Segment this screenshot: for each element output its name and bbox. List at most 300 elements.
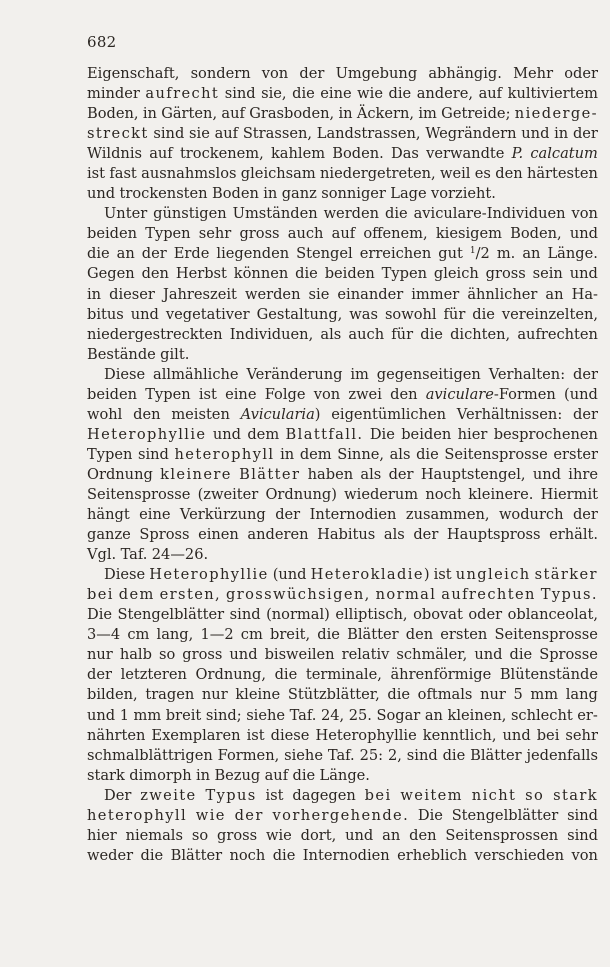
- word: der: [573, 365, 598, 383]
- word: normal: [375, 586, 437, 604]
- word: immer: [411, 285, 460, 303]
- text-line: [87, 104, 598, 124]
- word: Typen: [381, 265, 427, 283]
- word: andere,: [416, 85, 474, 103]
- word: nicht: [471, 786, 517, 804]
- word: Wegrändern: [425, 125, 517, 143]
- word: eine: [320, 85, 352, 103]
- text-line: [87, 766, 598, 786]
- word: 1/2: [469, 245, 490, 263]
- word: die: [416, 445, 439, 463]
- word: Jahreszeit: [162, 285, 237, 303]
- word: Ordnung,: [195, 666, 266, 684]
- word: günstigen: [153, 205, 227, 223]
- word: sind: [229, 606, 261, 624]
- word: Vgl.: [87, 546, 117, 564]
- word: ist: [433, 566, 452, 584]
- word: ist: [265, 786, 284, 804]
- text-line: [87, 706, 598, 726]
- word: sie: [189, 125, 210, 143]
- word: den: [495, 165, 523, 183]
- word: Länge.: [547, 245, 598, 263]
- word: hängt: [87, 506, 130, 524]
- word: Unter: [104, 205, 148, 223]
- word: bei: [87, 586, 114, 604]
- word: heterophyll: [174, 445, 275, 463]
- word: breit,: [269, 626, 311, 644]
- word: Avicularia): [240, 405, 321, 423]
- word: gleichsam: [240, 165, 316, 183]
- word: wiederum: [344, 485, 419, 503]
- word: zusammen,: [405, 506, 490, 524]
- word: Die: [417, 806, 443, 824]
- word: aufrechten: [441, 586, 536, 604]
- word: siehe: [284, 746, 323, 764]
- word: Bezug: [214, 766, 261, 784]
- word: kleinere.: [468, 485, 534, 503]
- word: Diese: [104, 365, 146, 383]
- text-line: [87, 665, 598, 685]
- word: in: [280, 445, 295, 463]
- word: haben: [307, 465, 354, 483]
- word: als: [360, 465, 382, 483]
- word: erster: [553, 445, 598, 463]
- word: stark: [87, 766, 125, 784]
- word: den: [409, 826, 437, 844]
- word: mm: [530, 686, 559, 704]
- word: erheblich: [397, 846, 468, 864]
- word: und: [569, 225, 598, 243]
- word: weder: [87, 846, 134, 864]
- word: so: [158, 646, 176, 664]
- text-line: [87, 385, 598, 405]
- text-line: [87, 84, 598, 104]
- word: so: [191, 826, 209, 844]
- word: terminale,: [305, 666, 382, 684]
- word: auf: [221, 105, 245, 123]
- word: härtesten: [526, 165, 598, 183]
- word: oftmals: [417, 686, 473, 704]
- word: vereinzelten,: [501, 305, 598, 323]
- word: und: [87, 706, 116, 724]
- word: Der: [104, 786, 132, 804]
- word: Typen: [145, 225, 191, 243]
- word: liegenden: [216, 245, 290, 263]
- word: vegetativer: [165, 305, 250, 323]
- word: Bestände: [87, 345, 156, 363]
- word: dem: [118, 586, 155, 604]
- word: Umständen: [232, 205, 318, 223]
- word: Boden,: [87, 105, 139, 123]
- word: beiden: [87, 385, 138, 403]
- word: Ordnung: [87, 465, 153, 483]
- text-line: [87, 345, 598, 365]
- word: der: [572, 506, 598, 524]
- word: bilden,: [87, 686, 138, 704]
- word: sowohl: [384, 305, 437, 323]
- word: von: [313, 385, 341, 403]
- word: an: [382, 826, 401, 844]
- word: relativ: [341, 646, 390, 664]
- word: Äckern,: [356, 105, 415, 123]
- word: Stengelblätter: [117, 606, 225, 624]
- word: lang: [565, 686, 598, 704]
- word: streckt: [87, 125, 149, 143]
- word: Boden: [211, 185, 259, 203]
- word: sind: [224, 85, 256, 103]
- word: Heterophyllie: [315, 726, 417, 744]
- word: fast: [109, 165, 137, 183]
- word: der: [234, 806, 264, 824]
- text-line: [87, 565, 598, 585]
- text-line: [87, 846, 598, 866]
- body-text: [87, 64, 598, 866]
- text-line: [87, 605, 598, 625]
- word: dimorph: [129, 766, 192, 784]
- word: in: [554, 125, 569, 143]
- word: breit: [165, 706, 202, 724]
- word: Seitensprosse: [494, 626, 598, 644]
- word: ist: [87, 165, 106, 183]
- word: 2,: [387, 746, 402, 764]
- word: gross: [485, 265, 526, 283]
- word: vorhergehende.: [272, 806, 410, 824]
- word: Eigenschaft,: [87, 65, 180, 82]
- word: dagegen: [292, 786, 356, 804]
- word: lang,: [156, 626, 194, 644]
- word: dieser: [109, 285, 155, 303]
- word: bei: [536, 726, 560, 744]
- text-line: [87, 325, 598, 345]
- word: (und: [564, 385, 598, 403]
- word: die: [87, 245, 110, 263]
- word: an: [424, 706, 443, 724]
- word: von: [571, 205, 598, 223]
- word: niedergetreten,: [320, 165, 436, 183]
- word: es: [474, 165, 491, 183]
- word: wie: [357, 85, 383, 103]
- word: der: [299, 65, 325, 82]
- word: sind: [137, 445, 169, 463]
- word: Seitensprossen: [445, 826, 559, 844]
- word: ährenförmige: [390, 666, 492, 684]
- word: 1: [119, 706, 129, 724]
- word: Seitensprosse: [87, 485, 191, 503]
- word: die: [317, 626, 340, 644]
- word: vorzieht.: [431, 185, 496, 203]
- word: der: [413, 526, 439, 544]
- word: für: [391, 325, 414, 343]
- word: sind: [153, 125, 185, 143]
- word: Internodien: [302, 846, 390, 864]
- word: und: [502, 726, 531, 744]
- word: Sinne,: [337, 445, 384, 463]
- word: dem: [299, 445, 332, 463]
- word: und: [521, 125, 550, 143]
- text-line: [87, 786, 598, 806]
- word: die: [420, 325, 443, 343]
- word: niedergestreckten: [87, 325, 223, 343]
- text-line: [87, 204, 598, 224]
- word: m.: [496, 245, 516, 263]
- word: Blätter: [470, 746, 522, 764]
- word: an: [116, 245, 135, 263]
- word: Gegen: [87, 265, 135, 283]
- word: cm: [240, 626, 263, 644]
- word: Stengel: [296, 245, 353, 263]
- word: ihre: [568, 465, 598, 483]
- word: und: [345, 826, 374, 844]
- word: gross: [182, 646, 223, 664]
- word: ähnlicher: [467, 285, 538, 303]
- word: kiesigem: [435, 225, 502, 243]
- word: Individuen,: [229, 325, 314, 343]
- word: Gärten,: [161, 105, 218, 123]
- word: die: [388, 85, 412, 103]
- word: Taf.: [327, 746, 355, 764]
- word: auf: [264, 766, 289, 784]
- word: von: [571, 846, 598, 864]
- word: beiden: [87, 225, 138, 243]
- word: was: [349, 305, 378, 323]
- word: Habitus: [317, 526, 376, 544]
- word: sind: [406, 746, 438, 764]
- word: ganze: [87, 526, 131, 544]
- word: noch: [425, 485, 462, 503]
- word: (normal): [266, 606, 330, 624]
- word: auf: [478, 85, 503, 103]
- word: 24—26.: [151, 546, 209, 564]
- word: aviculare-Formen: [425, 385, 556, 403]
- word: gilt.: [160, 345, 190, 363]
- text-line: [87, 425, 598, 445]
- word: gleich: [433, 265, 479, 283]
- word: erhält.: [549, 526, 598, 544]
- word: siehe: [246, 706, 286, 724]
- word: schmalblättrigen: [87, 746, 213, 764]
- word: letzteren: [120, 666, 187, 684]
- word: ungleich: [455, 566, 531, 584]
- word: eine: [139, 506, 171, 524]
- word: in: [338, 105, 353, 123]
- word: Blütenstände: [499, 666, 598, 684]
- word: Heterophyllie: [149, 566, 269, 584]
- word: auch: [287, 225, 324, 243]
- text-line: [87, 465, 598, 485]
- word: bei: [364, 786, 392, 804]
- word: 1—2: [200, 626, 234, 644]
- word: diese: [270, 726, 310, 744]
- word: offenem,: [363, 225, 428, 243]
- word: so: [525, 786, 545, 804]
- text-line: [87, 365, 598, 385]
- word: Hauptspross: [446, 526, 541, 544]
- word: (und: [272, 566, 307, 584]
- word: Taf.: [120, 546, 148, 564]
- word: Lage: [390, 185, 427, 203]
- word: in: [142, 105, 157, 123]
- word: schmäler,: [396, 646, 468, 664]
- page-number: 682: [87, 33, 117, 51]
- word: Formen,: [217, 746, 280, 764]
- word: obovat: [413, 606, 463, 624]
- word: können: [233, 265, 289, 283]
- word: Folge: [264, 385, 306, 403]
- word: schlecht: [510, 706, 573, 724]
- word: auf: [149, 145, 173, 163]
- word: hier: [457, 425, 488, 443]
- word: Veränderung: [246, 365, 343, 383]
- word: stärker: [534, 566, 598, 584]
- word: an: [522, 245, 541, 263]
- word: als: [389, 445, 411, 463]
- text-line: [87, 545, 598, 565]
- word: er-: [577, 706, 598, 724]
- word: kahlem: [270, 145, 326, 163]
- word: Mehr: [513, 65, 554, 82]
- word: abhängig.: [428, 65, 502, 82]
- word: und: [212, 425, 241, 443]
- word: die: [292, 766, 316, 784]
- word: zweite: [140, 786, 197, 804]
- word: und: [474, 646, 503, 664]
- text-line: [87, 144, 598, 164]
- text-line: [87, 124, 598, 144]
- word: Typus: [205, 786, 257, 804]
- word: Wildnis: [87, 145, 142, 163]
- word: auf: [331, 225, 356, 243]
- word: wodurch: [498, 506, 564, 524]
- word: bitus: [87, 305, 124, 323]
- word: der: [572, 125, 598, 143]
- word: Stengelblätter: [451, 806, 559, 824]
- word: sind;: [205, 706, 242, 724]
- word: dichten,: [450, 325, 511, 343]
- word: nur: [87, 646, 113, 664]
- word: allmähliche: [153, 365, 239, 383]
- word: Gestaltung,: [256, 305, 343, 323]
- word: Verkürzung: [179, 506, 266, 524]
- word: elliptisch,: [335, 606, 408, 624]
- word: mm: [133, 706, 162, 724]
- word: Stützblätter,: [287, 686, 380, 704]
- word: Grasboden,: [249, 105, 335, 123]
- word: der: [141, 245, 167, 263]
- word: Hauptstengel,: [420, 465, 526, 483]
- word: gross: [239, 225, 280, 243]
- word: Exemplaren: [151, 726, 241, 744]
- word: Verhalten:: [488, 365, 566, 383]
- word: kleinen,: [447, 706, 507, 724]
- word: an: [545, 285, 564, 303]
- word: Die: [87, 606, 113, 624]
- word: eine: [225, 385, 257, 403]
- word: auch: [348, 325, 385, 343]
- word: in: [195, 766, 211, 784]
- word: der: [388, 465, 414, 483]
- text-line: [87, 505, 598, 525]
- text-line: [87, 405, 598, 425]
- word: nur: [480, 686, 506, 704]
- word: kleinere: [160, 465, 232, 483]
- word: 25.: [348, 706, 372, 724]
- word: die: [274, 666, 298, 684]
- word: beiden: [401, 425, 452, 443]
- word: sie: [308, 285, 330, 303]
- word: die: [272, 846, 296, 864]
- text-line: [87, 285, 598, 305]
- word: Erde: [173, 245, 210, 263]
- word: 24,: [320, 706, 345, 724]
- text-line: [87, 645, 598, 665]
- word: für: [443, 305, 466, 323]
- text-line: [87, 826, 598, 846]
- word: Verhältnissen:: [456, 405, 563, 423]
- word: halb: [119, 646, 152, 664]
- word: calcatum: [530, 145, 598, 163]
- word: gut: [438, 245, 463, 263]
- word: sonniger: [321, 185, 386, 203]
- word: niemals: [125, 826, 183, 844]
- word: gegenseitigen: [376, 365, 481, 383]
- word: Ha-: [571, 285, 598, 303]
- word: sind: [567, 826, 598, 844]
- word: jedenfalls: [526, 746, 598, 764]
- word: Ordnung): [265, 485, 337, 503]
- word: sind: [567, 806, 598, 824]
- word: grosswüchsigen,: [225, 586, 371, 604]
- word: Diese: [104, 566, 146, 584]
- word: den: [405, 626, 434, 644]
- word: ausnahmslos: [141, 165, 237, 183]
- word: Boden.: [332, 145, 384, 163]
- word: wohl: [87, 405, 123, 423]
- word: Typen: [145, 385, 191, 403]
- word: (zweiter: [197, 485, 259, 503]
- text-line: [87, 305, 598, 325]
- word: oder: [468, 606, 503, 624]
- word: von: [261, 65, 289, 82]
- word: tragen: [145, 686, 195, 704]
- word: Boden,: [510, 225, 562, 243]
- word: und: [532, 465, 561, 483]
- word: besprochenen: [493, 425, 598, 443]
- word: ist: [198, 385, 217, 403]
- word: in: [263, 185, 278, 203]
- word: zwei: [348, 385, 382, 403]
- word: bisweilen: [264, 646, 335, 664]
- text-line: [87, 445, 598, 465]
- word: trockenem,: [179, 145, 264, 163]
- word: verwandte: [426, 145, 505, 163]
- word: oblanceolat,: [507, 606, 598, 624]
- word: dort,: [300, 826, 337, 844]
- word: die: [509, 646, 533, 664]
- word: minder: [87, 85, 140, 103]
- word: Spross: [139, 526, 190, 544]
- word: der: [573, 405, 598, 423]
- text-line: [87, 224, 598, 244]
- word: aufrecht: [145, 85, 220, 103]
- word: 3—4: [87, 626, 121, 644]
- word: Sogar: [376, 706, 421, 724]
- word: cm: [127, 626, 150, 644]
- word: und: [569, 265, 598, 283]
- word: sondern: [190, 65, 251, 82]
- word: meisten: [171, 405, 230, 423]
- word: ersten,: [159, 586, 222, 604]
- text-line: [87, 264, 598, 284]
